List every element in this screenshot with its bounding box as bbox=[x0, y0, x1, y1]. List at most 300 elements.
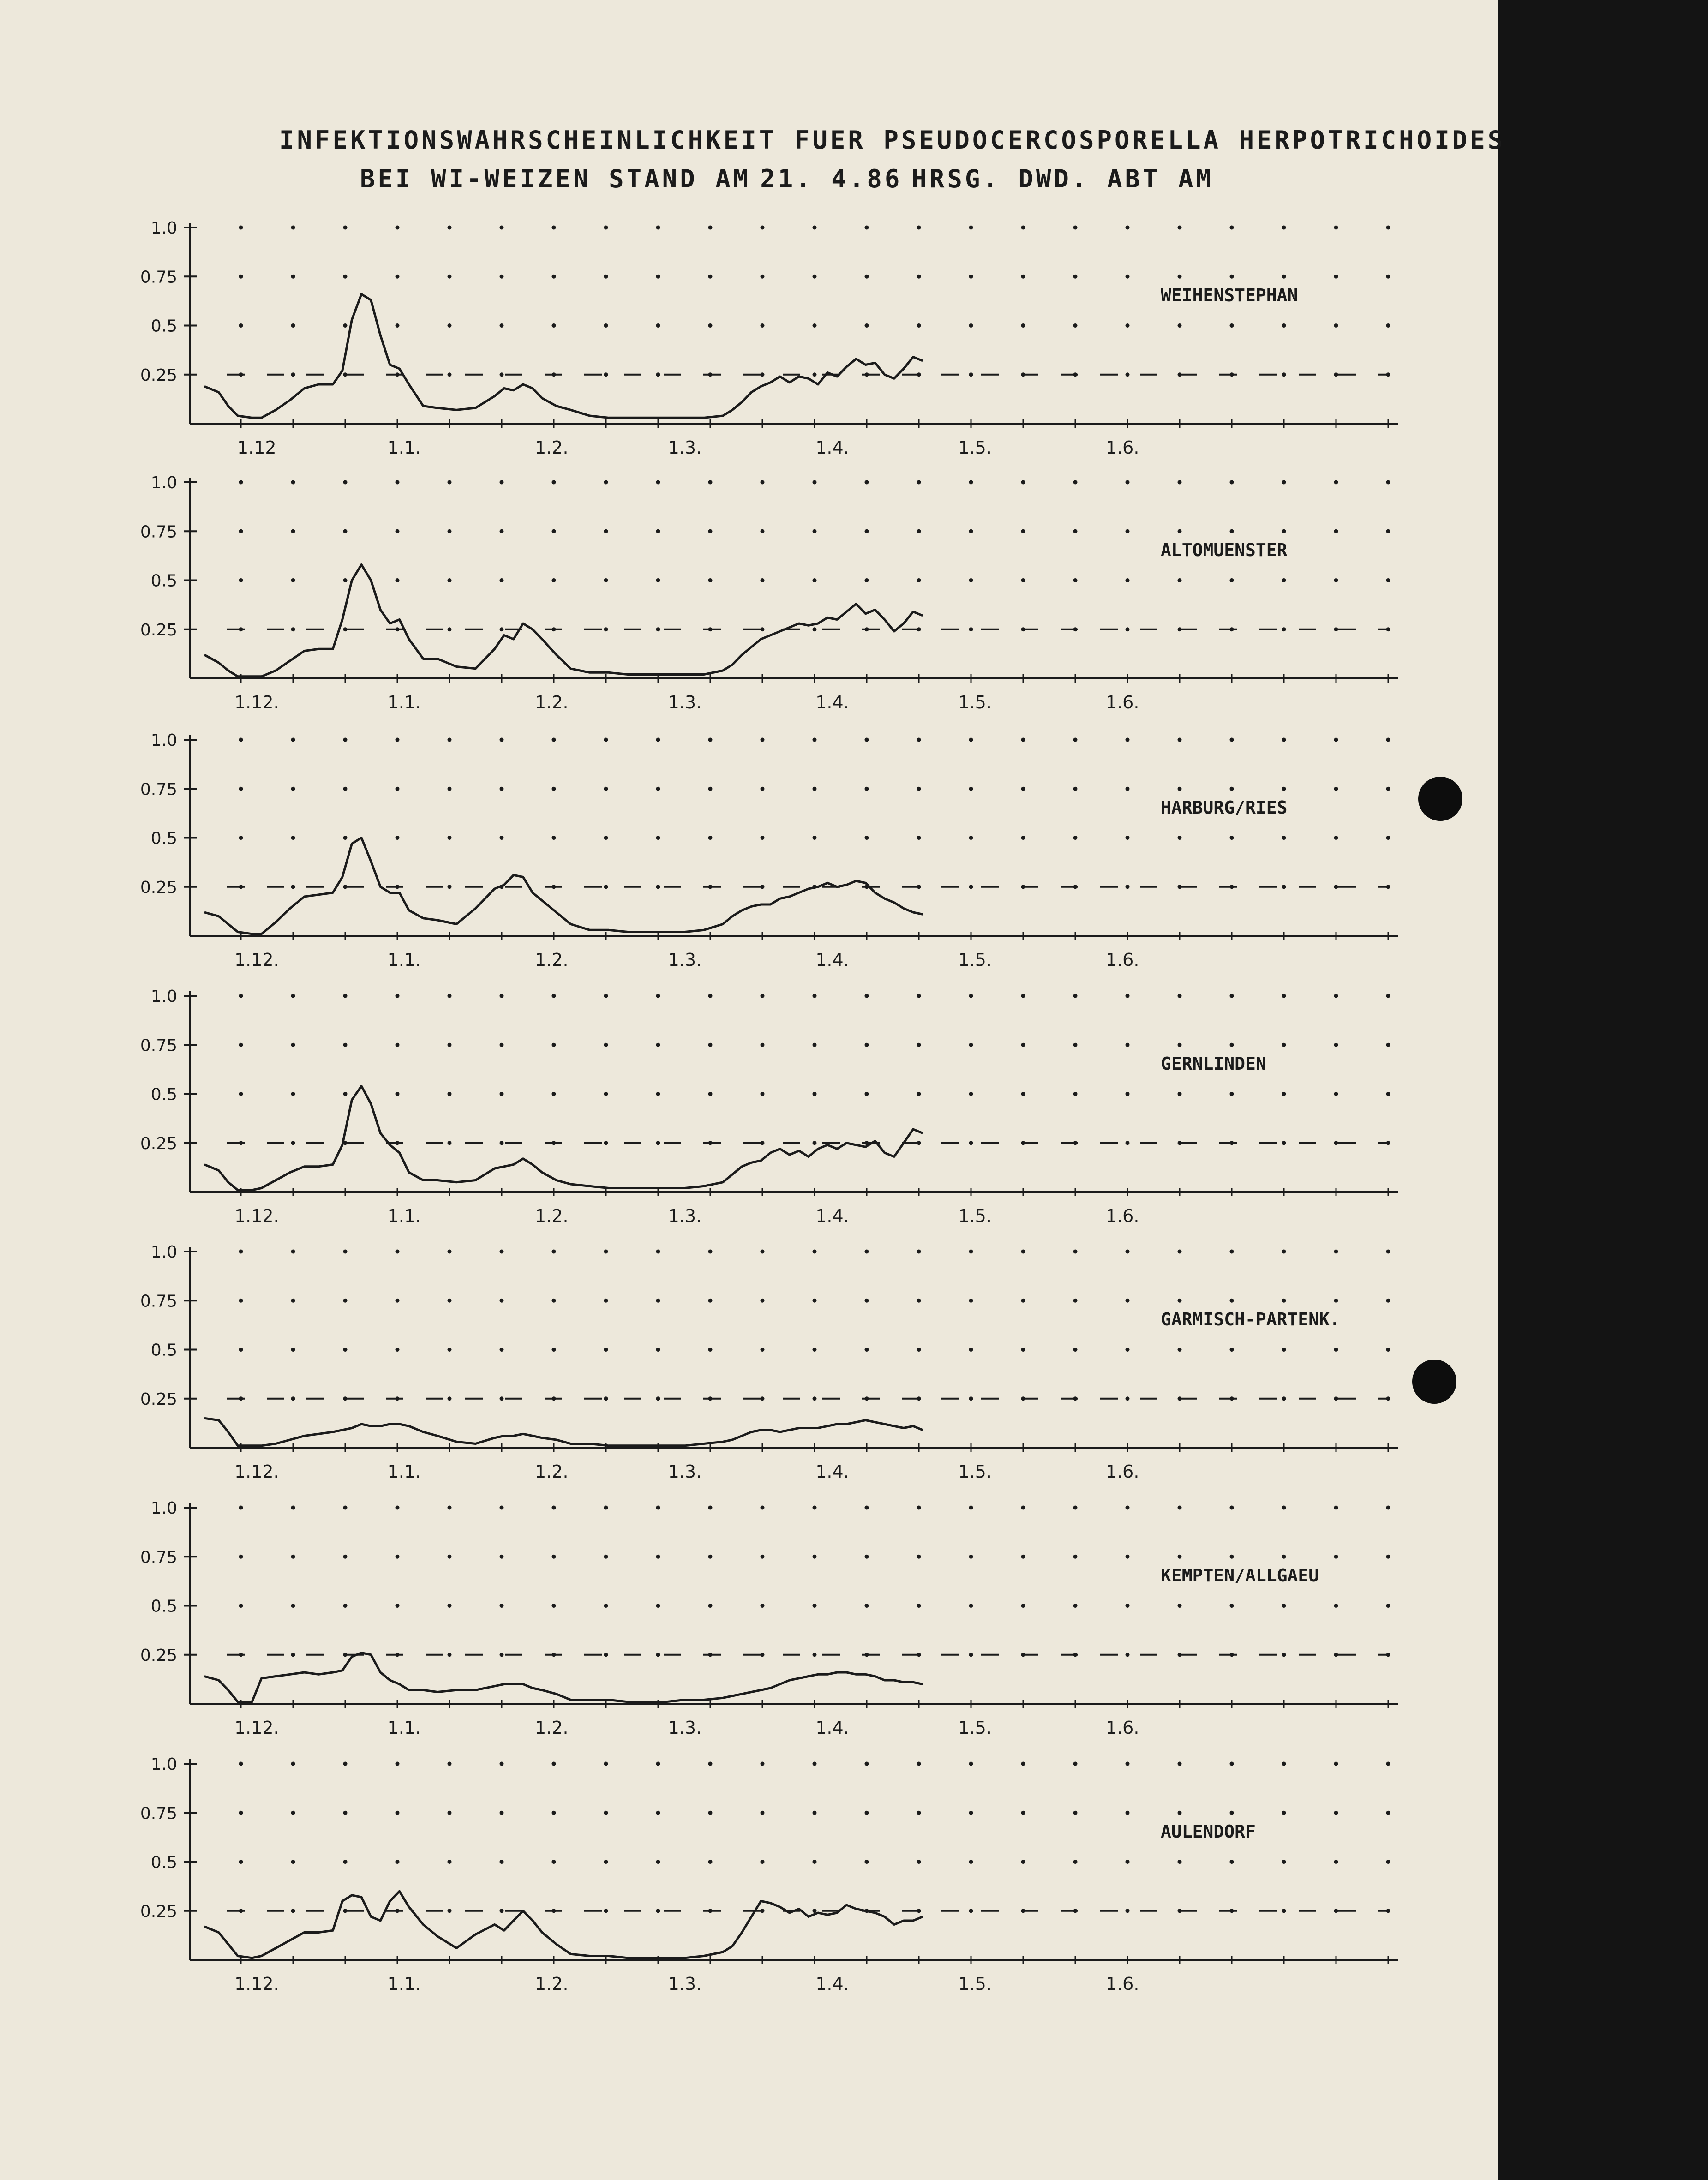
grid-dot bbox=[865, 738, 869, 742]
grid-dot bbox=[552, 1762, 556, 1766]
grid-dot bbox=[1126, 1506, 1130, 1510]
grid-dot bbox=[969, 1811, 973, 1815]
station-name: KEMPTEN/ALLGAEU bbox=[1161, 1565, 1319, 1586]
grid-dot bbox=[761, 275, 765, 279]
grid-dot bbox=[1021, 480, 1025, 485]
x-tick-label: 1.1. bbox=[387, 1718, 421, 1738]
grid-dot bbox=[552, 836, 556, 840]
grid-dot bbox=[604, 372, 608, 377]
grid-dot bbox=[1021, 323, 1025, 328]
grid-dot bbox=[708, 1348, 713, 1352]
grid-dot bbox=[500, 627, 504, 631]
grid-dot bbox=[1021, 1506, 1025, 1510]
grid-dot bbox=[969, 1348, 973, 1352]
grid-dot bbox=[239, 1250, 243, 1254]
grid-dot bbox=[604, 1396, 608, 1401]
grid-dot bbox=[1230, 226, 1234, 230]
grid-dot bbox=[1178, 1811, 1182, 1815]
grid-dot bbox=[1178, 226, 1182, 230]
x-tick-label: 1.1. bbox=[387, 1974, 421, 1994]
title-publisher: HRSG. DWD. ABT AM bbox=[911, 164, 1214, 193]
x-tick-label: 1.2. bbox=[535, 692, 569, 713]
grid-dot bbox=[708, 1762, 713, 1766]
grid-dot bbox=[1021, 836, 1025, 840]
grid-dot bbox=[1021, 1299, 1025, 1303]
scan-dark-edge bbox=[1498, 0, 1708, 2180]
grid-dot bbox=[448, 738, 452, 742]
grid-dot bbox=[291, 1909, 295, 1913]
y-tick-label: 0.25 bbox=[140, 1646, 177, 1665]
grid-dot bbox=[1334, 1653, 1338, 1657]
grid-dot bbox=[396, 1092, 400, 1096]
grid-dot bbox=[1334, 1555, 1338, 1559]
station-name: GARMISCH-PARTENK. bbox=[1161, 1309, 1340, 1330]
grid-dot bbox=[396, 480, 400, 485]
grid-dot bbox=[1334, 275, 1338, 279]
y-tick-label: 0.75 bbox=[140, 268, 177, 287]
grid-dot bbox=[448, 1141, 452, 1145]
grid-dot bbox=[1282, 1653, 1286, 1657]
grid-dot bbox=[865, 1555, 869, 1559]
grid-dot bbox=[813, 1506, 817, 1510]
grid-dot bbox=[1230, 1604, 1234, 1608]
grid-dot bbox=[500, 738, 504, 742]
grid-dot bbox=[291, 1141, 295, 1145]
grid-dot bbox=[1126, 787, 1130, 791]
grid-dot bbox=[552, 1299, 556, 1303]
grid-dot bbox=[1282, 1348, 1286, 1352]
grid-dot bbox=[552, 1043, 556, 1047]
grid-dot bbox=[1282, 1250, 1286, 1254]
x-tick-label: 1.2. bbox=[535, 437, 569, 458]
grid-dot bbox=[1021, 994, 1025, 998]
grid-dot bbox=[1282, 1092, 1286, 1096]
grid-dot bbox=[969, 885, 973, 889]
station-chart bbox=[140, 1755, 1398, 1994]
grid-dot bbox=[1334, 1506, 1338, 1510]
grid-dot bbox=[448, 372, 452, 377]
grid-dot bbox=[1178, 836, 1182, 840]
grid-dot bbox=[1334, 1043, 1338, 1047]
grid-dot bbox=[552, 275, 556, 279]
grid-dot bbox=[865, 994, 869, 998]
grid-dot bbox=[865, 1250, 869, 1254]
grid-dot bbox=[1178, 480, 1182, 485]
grid-dot bbox=[552, 1092, 556, 1096]
grid-dot bbox=[761, 738, 765, 742]
grid-dot bbox=[761, 372, 765, 377]
grid-dot bbox=[396, 578, 400, 582]
grid-dot bbox=[761, 1396, 765, 1401]
grid-dot bbox=[604, 885, 608, 889]
grid-dot bbox=[1021, 1860, 1025, 1864]
grid-dot bbox=[1230, 529, 1234, 533]
grid-dot bbox=[1021, 1092, 1025, 1096]
grid-dot bbox=[448, 529, 452, 533]
grid-dot bbox=[1073, 226, 1078, 230]
grid-dot bbox=[604, 994, 608, 998]
grid-dot bbox=[708, 323, 713, 328]
x-tick-label: 1.2. bbox=[535, 1461, 569, 1482]
grid-dot bbox=[604, 787, 608, 791]
grid-dot bbox=[865, 787, 869, 791]
title-crop-label: BEI WI-WEIZEN STAND AM bbox=[360, 164, 751, 193]
grid-dot bbox=[1282, 738, 1286, 742]
grid-dot bbox=[396, 1299, 400, 1303]
grid-dot bbox=[761, 1811, 765, 1815]
grid-dot bbox=[865, 275, 869, 279]
x-tick-label: 1.5. bbox=[958, 1718, 992, 1738]
grid-dot bbox=[1126, 1043, 1130, 1047]
grid-dot bbox=[813, 1043, 817, 1047]
grid-dot bbox=[656, 627, 660, 631]
x-tick-label: 1.3. bbox=[668, 1718, 702, 1738]
grid-dot bbox=[917, 1811, 921, 1815]
grid-dot bbox=[865, 578, 869, 582]
grid-dot bbox=[1178, 787, 1182, 791]
grid-dot bbox=[291, 1653, 295, 1657]
grid-dot bbox=[448, 1762, 452, 1766]
grid-dot bbox=[1021, 275, 1025, 279]
grid-dot bbox=[500, 372, 504, 377]
grid-dot bbox=[448, 578, 452, 582]
grid-dot bbox=[1073, 1250, 1078, 1254]
grid-dot bbox=[656, 994, 660, 998]
grid-dot bbox=[656, 1506, 660, 1510]
grid-dot bbox=[917, 1555, 921, 1559]
grid-dot bbox=[1334, 323, 1338, 328]
grid-dot bbox=[813, 627, 817, 631]
grid-dot bbox=[761, 836, 765, 840]
y-tick-label: 0.25 bbox=[140, 878, 177, 897]
grid-dot bbox=[761, 529, 765, 533]
station-name: ALTOMUENSTER bbox=[1161, 540, 1288, 560]
grid-dot bbox=[396, 1506, 400, 1510]
grid-dot bbox=[239, 1043, 243, 1047]
grid-dot bbox=[1282, 1555, 1286, 1559]
grid-dot bbox=[761, 885, 765, 889]
grid-dot bbox=[865, 323, 869, 328]
grid-dot bbox=[448, 1860, 452, 1864]
grid-dot bbox=[343, 578, 348, 582]
grid-dot bbox=[396, 226, 400, 230]
grid-dot bbox=[1334, 787, 1338, 791]
grid-dot bbox=[239, 529, 243, 533]
grid-dot bbox=[1386, 1250, 1390, 1254]
grid-dot bbox=[1126, 1555, 1130, 1559]
grid-dot bbox=[1230, 323, 1234, 328]
grid-dot bbox=[1282, 578, 1286, 582]
grid-dot bbox=[552, 1555, 556, 1559]
station-chart bbox=[140, 731, 1398, 970]
grid-dot bbox=[1282, 372, 1286, 377]
grid-dot bbox=[552, 787, 556, 791]
grid-dot bbox=[343, 836, 348, 840]
grid-dot bbox=[239, 994, 243, 998]
grid-dot bbox=[1021, 738, 1025, 742]
grid-dot bbox=[343, 1299, 348, 1303]
grid-dot bbox=[448, 1506, 452, 1510]
grid-dot bbox=[604, 1909, 608, 1913]
grid-dot bbox=[1021, 1348, 1025, 1352]
grid-dot bbox=[917, 275, 921, 279]
x-tick-label: 1.1. bbox=[387, 437, 421, 458]
grid-dot bbox=[813, 994, 817, 998]
x-tick-label: 1.3. bbox=[668, 437, 702, 458]
grid-dot bbox=[239, 1811, 243, 1815]
grid-dot bbox=[865, 529, 869, 533]
grid-dot bbox=[813, 1250, 817, 1254]
grid-dot bbox=[813, 1909, 817, 1913]
grid-dot bbox=[761, 1860, 765, 1864]
grid-dot bbox=[1386, 787, 1390, 791]
grid-dot bbox=[969, 1141, 973, 1145]
grid-dot bbox=[396, 1250, 400, 1254]
grid-dot bbox=[343, 529, 348, 533]
grid-dot bbox=[604, 578, 608, 582]
chart-title-line-1: INFEKTIONSWAHRSCHEINLICHKEIT FUER PSEUDOCERCOSPORELLA HERPOTRICHOIDES bbox=[279, 126, 1506, 155]
grid-dot bbox=[813, 1762, 817, 1766]
grid-dot bbox=[343, 1506, 348, 1510]
grid-dot bbox=[813, 226, 817, 230]
grid-dot bbox=[1021, 529, 1025, 533]
grid-dot bbox=[917, 1250, 921, 1254]
grid-dot bbox=[1178, 1299, 1182, 1303]
y-tick-label: 1.0 bbox=[150, 219, 177, 238]
grid-dot bbox=[291, 1250, 295, 1254]
y-tick-label: 0.25 bbox=[140, 1389, 177, 1409]
grid-dot bbox=[1073, 275, 1078, 279]
grid-dot bbox=[500, 1555, 504, 1559]
grid-dot bbox=[448, 480, 452, 485]
grid-dot bbox=[552, 994, 556, 998]
grid-dot bbox=[1334, 1860, 1338, 1864]
grid-dot bbox=[239, 1860, 243, 1864]
grid-dot bbox=[448, 1811, 452, 1815]
x-tick-label: 1.2. bbox=[535, 1974, 569, 1994]
grid-dot bbox=[604, 323, 608, 328]
grid-dot bbox=[1282, 1909, 1286, 1913]
grid-dot bbox=[343, 1348, 348, 1352]
grid-dot bbox=[1073, 578, 1078, 582]
grid-dot bbox=[865, 226, 869, 230]
grid-dot bbox=[1334, 578, 1338, 582]
grid-dot bbox=[1126, 480, 1130, 485]
grid-dot bbox=[291, 994, 295, 998]
grid-dot bbox=[1282, 1811, 1286, 1815]
grid-dot bbox=[291, 323, 295, 328]
grid-dot bbox=[1334, 1762, 1338, 1766]
grid-dot bbox=[708, 1092, 713, 1096]
grid-dot bbox=[1126, 323, 1130, 328]
grid-dot bbox=[604, 1250, 608, 1254]
grid-dot bbox=[761, 1909, 765, 1913]
grid-dot bbox=[1178, 1555, 1182, 1559]
grid-dot bbox=[1230, 1043, 1234, 1047]
grid-dot bbox=[1073, 994, 1078, 998]
x-tick-label: 1.5. bbox=[958, 950, 992, 970]
grid-dot bbox=[656, 226, 660, 230]
grid-dot bbox=[343, 1604, 348, 1608]
grid-dot bbox=[761, 994, 765, 998]
grid-dot bbox=[708, 226, 713, 230]
grid-dot bbox=[656, 578, 660, 582]
grid-dot bbox=[1126, 1092, 1130, 1096]
grid-dot bbox=[1334, 836, 1338, 840]
y-tick-label: 1.0 bbox=[150, 1499, 177, 1518]
grid-dot bbox=[761, 1506, 765, 1510]
grid-dot bbox=[656, 372, 660, 377]
grid-dot bbox=[813, 1396, 817, 1401]
grid-dot bbox=[291, 1860, 295, 1864]
x-tick-label: 1.5. bbox=[958, 437, 992, 458]
station-chart bbox=[140, 1499, 1398, 1738]
x-tick-label: 1.12. bbox=[234, 1974, 279, 1994]
grid-dot bbox=[1126, 1250, 1130, 1254]
grid-dot bbox=[552, 323, 556, 328]
grid-dot bbox=[552, 738, 556, 742]
grid-dot bbox=[708, 1043, 713, 1047]
infection-probability-line bbox=[204, 1086, 923, 1190]
grid-dot bbox=[500, 1092, 504, 1096]
grid-dot bbox=[1126, 1396, 1130, 1401]
grid-dot bbox=[500, 787, 504, 791]
grid-dot bbox=[604, 1348, 608, 1352]
grid-dot bbox=[1230, 1555, 1234, 1559]
y-tick-label: 0.5 bbox=[150, 1085, 177, 1104]
grid-dot bbox=[1073, 1604, 1078, 1608]
y-tick-label: 1.0 bbox=[150, 731, 177, 750]
infection-probability-line bbox=[204, 1891, 923, 1958]
grid-dot bbox=[865, 1348, 869, 1352]
grid-dot bbox=[1073, 836, 1078, 840]
grid-dot bbox=[396, 738, 400, 742]
grid-dot bbox=[291, 1811, 295, 1815]
grid-dot bbox=[1021, 578, 1025, 582]
grid-dot bbox=[1126, 627, 1130, 631]
grid-dot bbox=[1282, 1860, 1286, 1864]
x-tick-label: 1.3. bbox=[668, 950, 702, 970]
grid-dot bbox=[396, 275, 400, 279]
x-tick-label: 1.3. bbox=[668, 1461, 702, 1482]
grid-dot bbox=[761, 1092, 765, 1096]
station-chart bbox=[140, 987, 1398, 1226]
grid-dot bbox=[917, 787, 921, 791]
grid-dot bbox=[813, 372, 817, 377]
grid-dot bbox=[291, 1299, 295, 1303]
grid-dot bbox=[1386, 480, 1390, 485]
grid-dot bbox=[969, 226, 973, 230]
grid-dot bbox=[917, 1860, 921, 1864]
grid-dot bbox=[500, 1250, 504, 1254]
grid-dot bbox=[1230, 1299, 1234, 1303]
x-tick-label: 1.12. bbox=[234, 1718, 279, 1738]
grid-dot bbox=[1386, 578, 1390, 582]
grid-dot bbox=[1073, 1043, 1078, 1047]
x-tick-label: 1.3. bbox=[668, 1206, 702, 1226]
y-tick-label: 0.75 bbox=[140, 1804, 177, 1823]
grid-dot bbox=[761, 1762, 765, 1766]
station-chart bbox=[140, 219, 1398, 458]
x-tick-label: 1.3. bbox=[668, 692, 702, 713]
grid-dot bbox=[500, 836, 504, 840]
grid-dot bbox=[552, 1506, 556, 1510]
x-tick-label: 1.6. bbox=[1105, 437, 1139, 458]
grid-dot bbox=[1126, 1860, 1130, 1864]
grid-dot bbox=[708, 1860, 713, 1864]
y-tick-label: 0.5 bbox=[150, 829, 177, 848]
grid-dot bbox=[1334, 1909, 1338, 1913]
x-tick-label: 1.12. bbox=[234, 950, 279, 970]
station-chart bbox=[140, 473, 1398, 713]
grid-dot bbox=[1073, 1762, 1078, 1766]
grid-dot bbox=[969, 1250, 973, 1254]
grid-dot bbox=[1230, 275, 1234, 279]
grid-dot bbox=[969, 1043, 973, 1047]
grid-dot bbox=[917, 1092, 921, 1096]
grid-dot bbox=[1230, 1092, 1234, 1096]
grid-dot bbox=[1386, 1299, 1390, 1303]
grid-dot bbox=[1126, 885, 1130, 889]
grid-dot bbox=[1021, 1043, 1025, 1047]
grid-dot bbox=[1282, 480, 1286, 485]
grid-dot bbox=[708, 529, 713, 533]
grid-dot bbox=[604, 1860, 608, 1864]
grid-dot bbox=[1230, 738, 1234, 742]
grid-dot bbox=[604, 275, 608, 279]
grid-dot bbox=[291, 1043, 295, 1047]
grid-dot bbox=[969, 1396, 973, 1401]
grid-dot bbox=[1230, 480, 1234, 485]
grid-dot bbox=[396, 529, 400, 533]
grid-dot bbox=[1386, 1860, 1390, 1864]
grid-dot bbox=[1178, 1604, 1182, 1608]
grid-dot bbox=[1282, 1043, 1286, 1047]
grid-dot bbox=[1334, 1811, 1338, 1815]
grid-dot bbox=[1178, 578, 1182, 582]
grid-dot bbox=[1230, 1506, 1234, 1510]
grid-dot bbox=[656, 836, 660, 840]
grid-dot bbox=[813, 1092, 817, 1096]
x-tick-label: 1.3. bbox=[668, 1974, 702, 1994]
grid-dot bbox=[343, 1860, 348, 1864]
grid-dot bbox=[1334, 1299, 1338, 1303]
grid-dot bbox=[917, 323, 921, 328]
grid-dot bbox=[865, 836, 869, 840]
grid-dot bbox=[291, 372, 295, 377]
grid-dot bbox=[1178, 323, 1182, 328]
grid-dot bbox=[865, 1506, 869, 1510]
grid-dot bbox=[865, 1092, 869, 1096]
grid-dot bbox=[604, 1555, 608, 1559]
grid-dot bbox=[656, 1762, 660, 1766]
grid-dot bbox=[500, 1141, 504, 1145]
grid-dot bbox=[969, 787, 973, 791]
grid-dot bbox=[552, 1250, 556, 1254]
grid-dot bbox=[239, 1762, 243, 1766]
grid-dot bbox=[865, 1299, 869, 1303]
grid-dot bbox=[500, 1762, 504, 1766]
grid-dot bbox=[656, 1250, 660, 1254]
x-tick-label: 1.12. bbox=[234, 1206, 279, 1226]
grid-dot bbox=[656, 1811, 660, 1815]
grid-dot bbox=[448, 994, 452, 998]
grid-dot bbox=[656, 529, 660, 533]
y-tick-label: 0.25 bbox=[140, 1902, 177, 1921]
grid-dot bbox=[761, 787, 765, 791]
grid-dot bbox=[291, 578, 295, 582]
grid-dot bbox=[448, 1653, 452, 1657]
